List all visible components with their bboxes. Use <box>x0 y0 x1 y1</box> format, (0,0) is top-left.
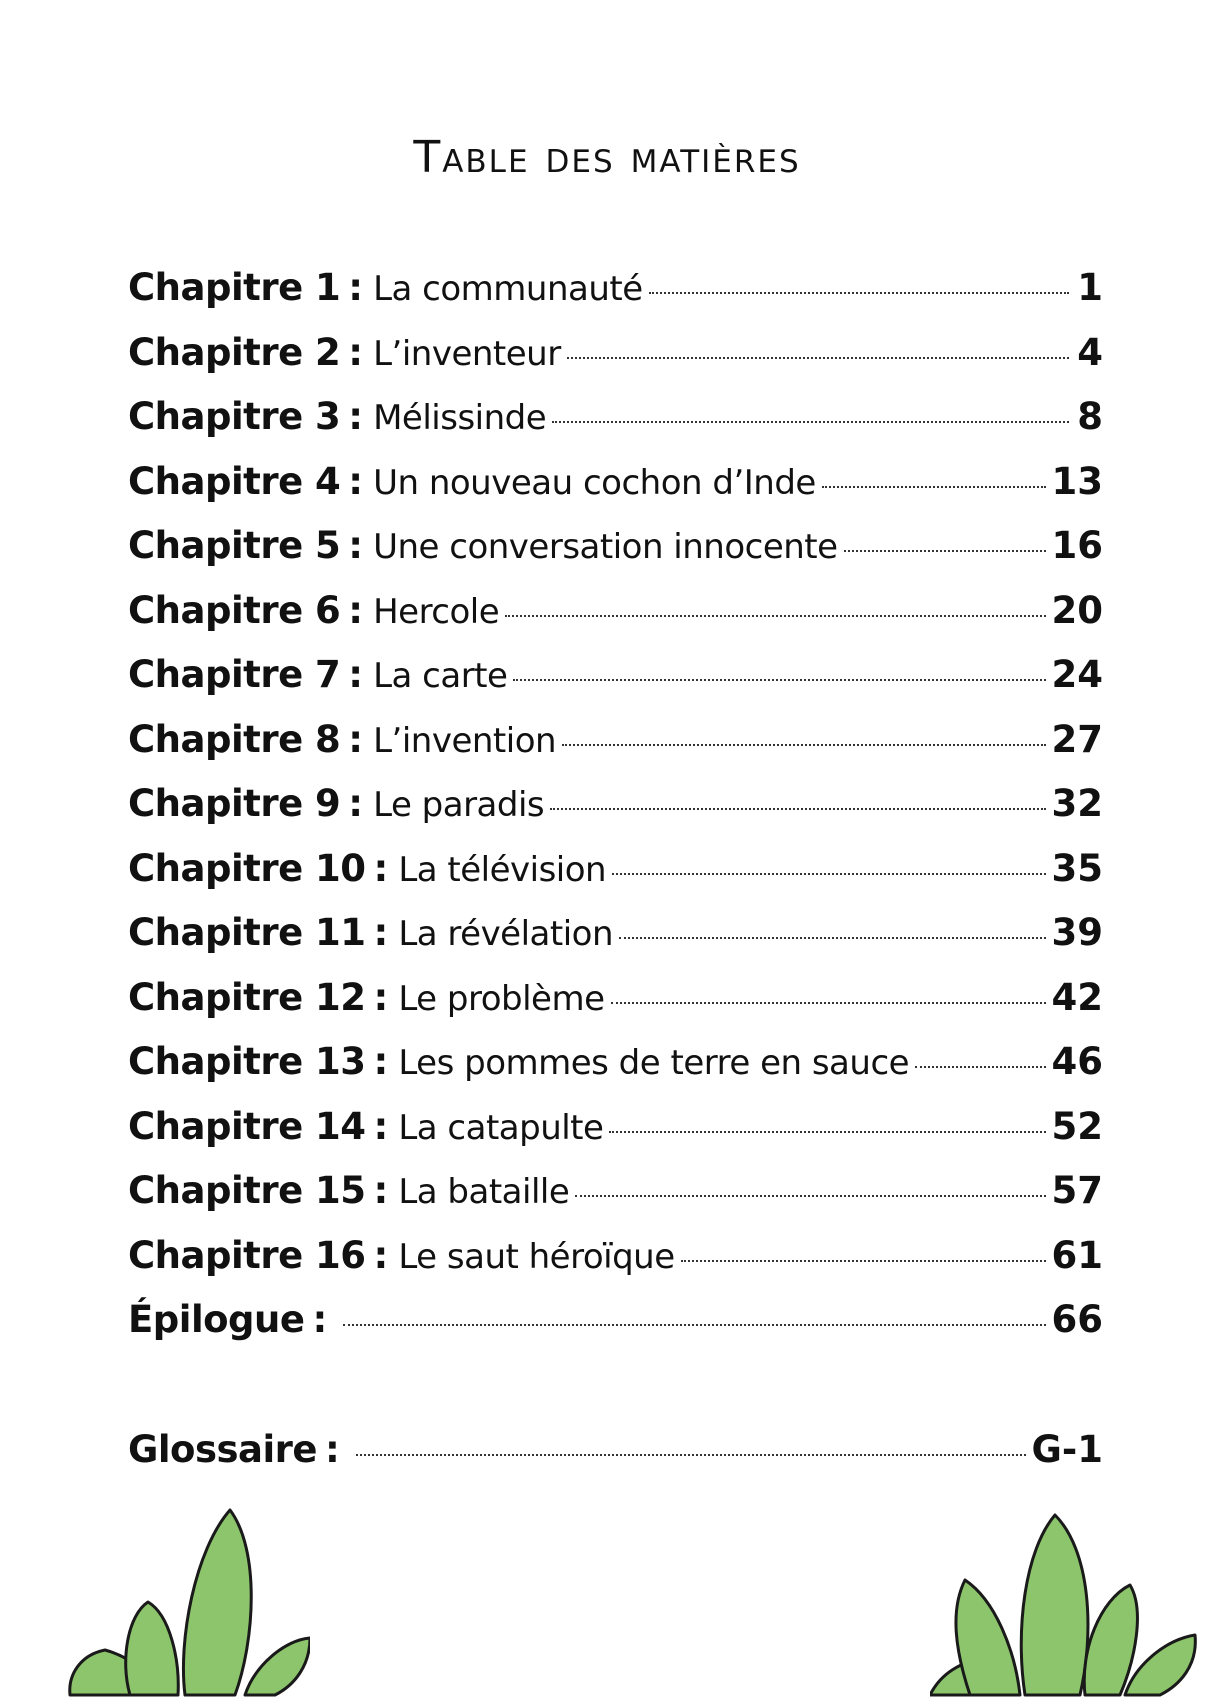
chapter-title: Les pommes de terre en sauce <box>398 1043 910 1083</box>
glossary-separator: : <box>325 1428 340 1471</box>
toc-row <box>128 1169 1103 1234</box>
chapter-page-number: 13 <box>1051 459 1103 503</box>
chapter-separator: : <box>373 975 389 1019</box>
chapter-title: La télévision <box>398 849 607 890</box>
chapter-title: Hercole <box>373 591 500 632</box>
chapter-title: Le problème <box>398 978 605 1019</box>
toc-row <box>128 266 1103 331</box>
chapter-page-number: 61 <box>1051 1233 1103 1277</box>
dot-leader <box>844 550 1046 552</box>
chapter-page-number: 1 <box>1077 266 1103 309</box>
chapter-title: L’inventeur <box>373 333 561 374</box>
chapter-label: Chapitre 13 <box>128 1040 366 1083</box>
toc-row <box>128 1298 1103 1363</box>
dot-leader <box>611 1002 1046 1004</box>
chapter-title: Mélissinde <box>373 398 547 438</box>
chapter-separator: : <box>348 266 364 309</box>
chapter-page-number: 42 <box>1051 975 1103 1019</box>
chapter-separator: : <box>348 459 364 503</box>
chapter-separator: : <box>348 395 364 438</box>
chapter-page-number: 8 <box>1077 395 1103 438</box>
chapter-label: Chapitre 14 <box>128 1104 366 1148</box>
toc-row <box>128 1234 1103 1299</box>
chapter-title: La carte <box>373 656 508 696</box>
dot-leader <box>513 679 1045 681</box>
chapter-separator: : <box>348 717 364 761</box>
dot-leader <box>552 421 1069 423</box>
dot-leader <box>612 873 1045 875</box>
chapter-separator: : <box>348 653 364 696</box>
chapter-separator: : <box>373 1104 389 1148</box>
chapter-label: Épilogue <box>128 1298 305 1341</box>
dot-leader <box>343 1324 1045 1326</box>
dot-leader <box>562 744 1045 746</box>
chapter-page-number: 4 <box>1077 330 1103 374</box>
chapter-label: Chapitre 10 <box>128 846 366 890</box>
chapter-title: La révélation <box>398 914 614 954</box>
dot-leader <box>575 1195 1045 1197</box>
chapter-separator: : <box>373 846 389 890</box>
toc-row <box>128 782 1103 847</box>
toc-row <box>128 718 1103 783</box>
glossary-page-number: G-1 <box>1031 1428 1103 1471</box>
chapter-page-number: 39 <box>1051 911 1103 954</box>
chapter-separator: : <box>348 330 364 374</box>
chapter-separator: : <box>348 782 364 825</box>
toc-row <box>128 976 1103 1041</box>
chapter-page-number: 32 <box>1051 782 1103 825</box>
glossary-label: Glossaire <box>128 1428 318 1471</box>
chapter-page-number: 20 <box>1051 588 1103 632</box>
chapter-label: Chapitre 4 <box>128 459 341 503</box>
chapter-title: La catapulte <box>398 1107 604 1148</box>
toc-row <box>128 331 1103 396</box>
dot-leader <box>567 357 1069 359</box>
toc-row <box>128 589 1103 654</box>
chapter-separator: : <box>373 1169 389 1212</box>
chapter-page-number: 24 <box>1051 653 1103 696</box>
chapter-label: Chapitre 1 <box>128 266 341 309</box>
toc-row <box>128 1105 1103 1170</box>
chapter-separator: : <box>373 1233 389 1277</box>
chapter-label: Chapitre 8 <box>128 717 341 761</box>
page-title: Table des matières <box>413 132 801 183</box>
chapter-label: Chapitre 7 <box>128 653 341 696</box>
chapter-label: Chapitre 3 <box>128 395 341 438</box>
grass-tuft-right-icon <box>930 1490 1200 1700</box>
chapter-title: La bataille <box>398 1172 570 1212</box>
grass-tuft-left-icon <box>60 1490 310 1700</box>
chapter-title: Le saut héroïque <box>398 1236 675 1277</box>
chapter-page-number: 52 <box>1051 1104 1103 1148</box>
toc-row <box>128 460 1103 525</box>
chapter-label: Chapitre 5 <box>128 524 341 567</box>
chapter-label: Chapitre 2 <box>128 330 341 374</box>
chapter-separator: : <box>312 1298 328 1341</box>
toc-row <box>128 653 1103 718</box>
chapter-label: Chapitre 6 <box>128 588 341 632</box>
chapter-title: Le paradis <box>373 785 545 825</box>
chapter-page-number: 57 <box>1051 1169 1103 1212</box>
chapter-separator: : <box>373 1040 389 1083</box>
chapter-separator: : <box>348 524 364 567</box>
chapter-title: La communauté <box>373 269 643 309</box>
glossary-entry <box>128 1428 1103 1493</box>
dot-leader <box>822 486 1046 488</box>
dot-leader <box>649 292 1069 294</box>
toc-row <box>128 1040 1103 1105</box>
chapter-label: Chapitre 9 <box>128 782 341 825</box>
chapter-page-number: 35 <box>1051 846 1103 890</box>
chapter-page-number: 16 <box>1051 524 1103 567</box>
dot-leader <box>619 937 1045 939</box>
toc-row-glossary <box>128 1428 1103 1493</box>
chapter-page-number: 46 <box>1051 1040 1103 1083</box>
dot-leader <box>681 1260 1046 1262</box>
chapter-title: Une conversation innocente <box>373 527 838 567</box>
toc-row <box>128 911 1103 976</box>
chapter-page-number: 27 <box>1051 717 1103 761</box>
chapter-separator: : <box>373 911 389 954</box>
chapter-separator: : <box>348 588 364 632</box>
dot-leader <box>609 1131 1045 1133</box>
toc-row <box>128 395 1103 460</box>
chapter-title: L’invention <box>373 720 557 761</box>
dot-leader <box>505 615 1045 617</box>
chapter-title: Un nouveau cochon d’Inde <box>373 462 816 503</box>
chapter-label: Chapitre 11 <box>128 911 366 954</box>
toc-row <box>128 524 1103 589</box>
toc-row <box>128 847 1103 912</box>
dot-leader <box>915 1066 1045 1068</box>
toc-list <box>128 266 1103 1363</box>
chapter-label: Chapitre 16 <box>128 1233 366 1277</box>
chapter-label: Chapitre 12 <box>128 975 366 1019</box>
chapter-page-number: 66 <box>1051 1298 1103 1341</box>
chapter-label: Chapitre 15 <box>128 1169 366 1212</box>
dot-leader <box>356 1454 1026 1456</box>
dot-leader <box>550 808 1045 810</box>
